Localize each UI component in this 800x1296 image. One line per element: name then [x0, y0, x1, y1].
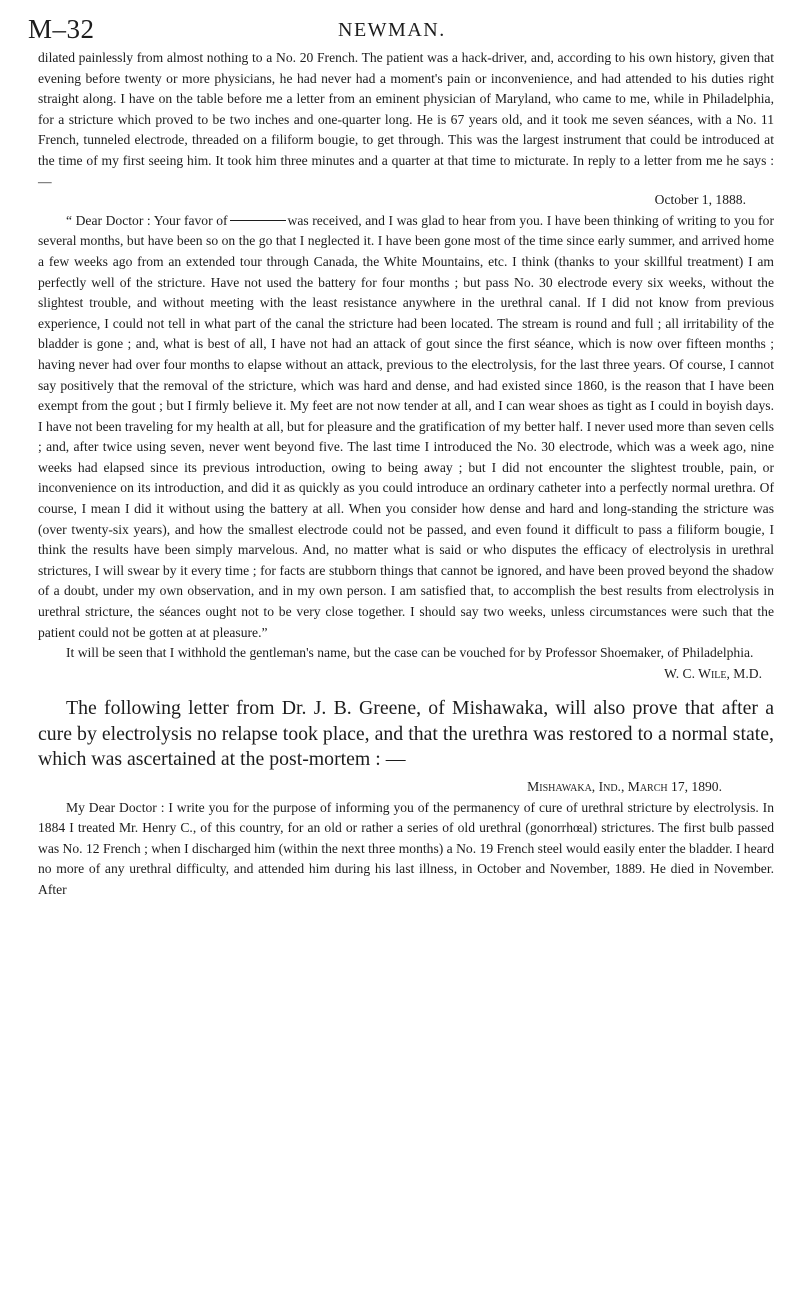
signature: W. C. Wile, M.D. [664, 665, 762, 681]
page [28, 14, 774, 900]
note-withhold: It will be seen that I withhold the gentleman's name, but the case can be vouched for by Professor Shoemaker, of Philadelphia. [66, 645, 754, 661]
body-text-large [38, 696, 774, 773]
paragraph-large: The following letter from Dr. J. B. Greene, of Mishawaka, will also prove that after a cure by electrolysis no relapse took place, and that the urethra was restored to a normal state, which was ascertained at the post-mortem : — [38, 697, 774, 771]
letter-2-body: My Dear Doctor : I write you for the purpose of informing you of the permanency of cure of urethral stricture by electrolysis. In 1884 I treated Mr. Henry C., of this country, for an old or rather a series of old urethral (gonorrhœal) strictures. The first bulb passed was No. 12 French ; when I discharged him (within the next three months) a No. 19 French steel would easily enter the bladder. I heard no more of any urethral difficulty, and attended him during his last illness, in October and November, 1889. He died in November. After [38, 799, 774, 897]
signature-line [38, 664, 774, 685]
body-text-small-2 [38, 777, 774, 901]
letter-date: October 1, 1888. [654, 192, 746, 208]
letter-2-heading: Mishawaka, Ind., March 17, 1890. [527, 778, 722, 794]
letter-text: was received, and I was glad to hear from you. I have been thinking of writing to you for several months, but have been so on the go that I neglected it. I have been gone most of the time since early summer, and arrived home a few weeks ago from an extended tour through Canada, the White Mountains, etc. I think (thanks to your skillful treatment) I am perfectly well of the stricture. Have not used the battery for four months ; but pass No. 30 electrode every six weeks, without the slightest trouble, and without meeting with the least resistance anywhere in the urethral canal. If I did not know from previous experience, I could not tell in what part of the canal the stricture had been located. The stream is round and full ; all irritability of the bladder is gone ; and, what is best of all, I have not had an attack of gout since the first séance, which is now over fifteen months ; having never had over four months to elapse without an attack, previous to the electrolysis, for the last three years. Of course, I cannot say positively that the removal of the stricture, which was hard and dense, and had existed since 1860, is the reason that I have been exempt from the gout ; but I firmly believe it. My feet are not now tender at all, and I can wear shoes as tight as I could in boyish days. I have not been traveling for my health at all, but for pleasure and the gratification of my better half. I never used more than seven cells ; and, after twice using seven, never went beyond five. The last time I introduced the No. 30 electrode, which was a week ago, nine weeks had elapsed since its previous introduction, owing to being away ; but I did not encounter the slightest trouble, pain, or inconvenience on its introduction, and did it as quickly as you could introduce an ordinary catheter into a perfectly normal urethra. Of course, I mean I did it without using the battery at all. When you consider how dense and hard and long-standing the stricture was (over twenty-six years), and how the smallest electrode could not be passed, and even found it difficult to pass a filiform bougie, I think the results have been simply marvelous. And, no matter what is said or who disputes the efficacy of electrolysis in urethral strictures, I will swear by it every time ; for facts are stubborn things that cannot be ignored, and have been proved beyond the shadow of a doubt, under my own observation, and in my own person. I am satisfied that, to accomplish the best results from electrolysis in urethral stricture, the séances ought not to be very close together. I should say two weeks, unless circumstances were such that the patient could not be gotten at at pleasure.” [38, 212, 774, 640]
blank-rule [230, 220, 286, 221]
page-number: M–32 [28, 14, 95, 44]
paragraph-intro: dilated painlessly from almost nothing to a No. 20 French. The patient was a hack-driver, and, according to his own history, given that evening before twenty or more physicians, he had never had a moment's pain or inconvenience, and had attended to his duties right straight along. I have on the table before me a letter from an eminent physician of Maryland, who came to me, while in Philadelphia, for a stricture which proved to be two inches and one-quarter long. He is 67 years old, and it took me seven séances, with a No. 11 French, tunneled electrode, threaded on a filiform bougie, to get through. This was the largest instrument that could be introduced at the time of my first seeing him. It took him three minutes and a quarter at that time to micturate. In reply to a letter from me he says :— [38, 50, 774, 189]
letter-body [38, 211, 774, 643]
page-header [28, 14, 774, 48]
running-head: NEWMAN. [338, 19, 446, 41]
letter-salutation: “ Dear Doctor : Your favor of [66, 212, 228, 228]
body-text-small [38, 48, 774, 684]
